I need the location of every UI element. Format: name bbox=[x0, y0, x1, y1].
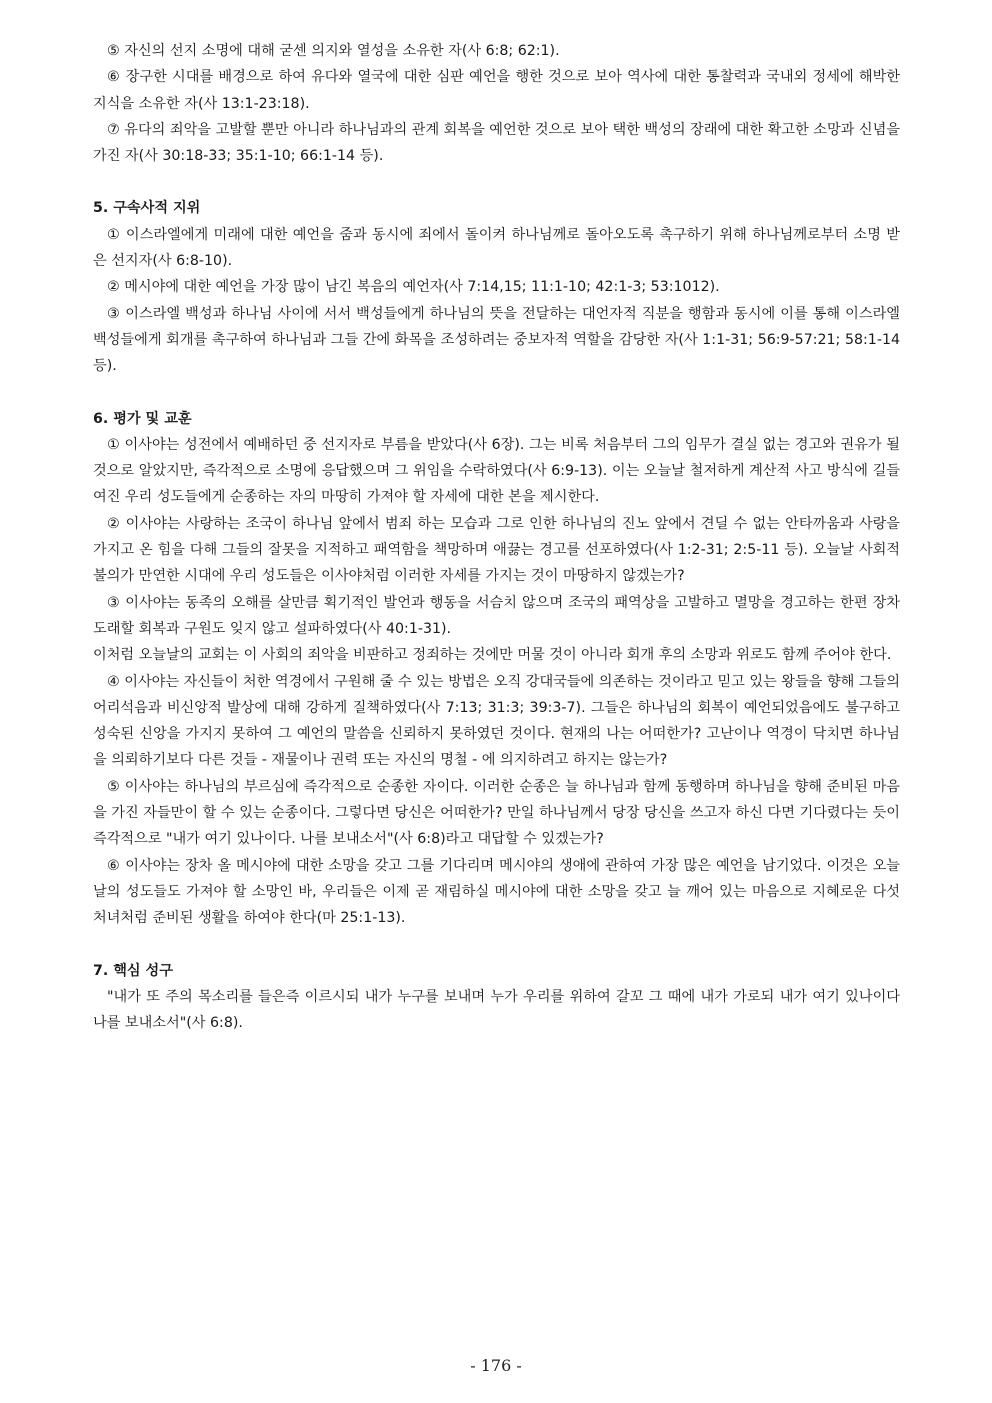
section-heading: 5. 구속사적 지위 bbox=[93, 200, 201, 217]
paragraph: ⑤ 이사야는 하나님의 부르심에 즉각적으로 순종한 자이다. 이러한 순종은 늘 하나님과 함께 동행하며 하나님을 향해 준비된 마음을 가진 자들만이 할 수 있는 순종이다. 그렇다면 당신은 어떠한가? 만일 하나님께서 당장 당신을 쓰고자 하신 다면 기다렸다는 듯이 즉각적으로 "내가 여기 있나이다. 나를 보내소서"(사 6:8)라고 대답할 수 있겠는가? bbox=[93, 778, 900, 848]
paragraph: ③ 이스라엘 백성과 하나님 사이에 서서 백성들에게 하나님의 뜻을 전달하는 대언자적 직분을 행함과 동시에 이를 통해 이스라엘 백성들에게 회개를 촉구하여 하나님과 그들 간에 화목을 조성하려는 중보자적 역할을 감당한 자(사 1:1-31; 56:9-57:21; 58:1-14 등). bbox=[93, 305, 900, 375]
paragraph: ② 이사야는 사랑하는 조국이 하나님 앞에서 범죄 하는 모습과 그로 인한 하나님의 진노 앞에서 견딜 수 없는 안타까움과 사랑을 가지고 온 힘을 다해 그들의 잘못을 지적하고 패역함을 책망하며 애끓는 경고를 선포하였다(사 1:2-31; 2:5-11 등). 오늘날 사회적 불의가 만연한 시대에 우리 성도들은 이사야처럼 이러한 자세를 가지는 것이 마땅하지 않겠는가? bbox=[93, 515, 900, 585]
section-6 bbox=[93, 406, 900, 932]
section-heading: 7. 핵심 성구 bbox=[93, 962, 173, 979]
key-verse: "내가 또 주의 목소리를 들은즉 이르시되 내가 누구를 보내며 누가 우리를 위하여 갈꼬 그 때에 내가 가로되 내가 여기 있나이다 나를 보내소서"(사 6:8). bbox=[93, 988, 900, 1032]
paragraph: ⑥ 장구한 시대를 배경으로 하여 유다와 열국에 대한 심판 예언을 행한 것으로 보아 역사에 대한 통찰력과 국내외 정세에 해박한 지식을 소유한 자(사 13:1-23:18). bbox=[93, 69, 900, 112]
paragraph: ③ 이사야는 동족의 오해를 살만큼 획기적인 발언과 행동을 서슴치 않으며 조국의 패역상을 고발하고 멸망을 경고하는 한편 장차 도래할 회복과 구원도 잊지 않고 설파하였다(사 40:1-31). bbox=[93, 594, 900, 637]
section-5 bbox=[93, 195, 900, 379]
paragraph: ⑤ 자신의 선지 소명에 대해 굳센 의지와 열성을 소유한 자(사 6:8; 62:1). bbox=[107, 43, 560, 59]
paragraph: ⑦ 유다의 죄악을 고발할 뿐만 아니라 하나님과의 관계 회복을 예언한 것으로 보아 택한 백성의 장래에 대한 확고한 소망과 신념을 가진 자(사 30:18-33; 35:1-10; 66:1-14 등). bbox=[93, 121, 900, 165]
page-number: - 176 - bbox=[470, 1356, 522, 1375]
paragraph: ① 이스라엘에게 미래에 대한 예언을 줌과 동시에 죄에서 돌이켜 하나님께로 돌아오도록 촉구하기 위해 하나님께로부터 소명 받은 선지자(사 6:8-10). bbox=[93, 226, 900, 270]
intro-block bbox=[93, 38, 900, 169]
section-7 bbox=[93, 958, 900, 1037]
paragraph: ① 이사야는 성전에서 예배하던 중 선지자로 부름을 받았다(사 6장). 그는 비록 처음부터 그의 임무가 결실 없는 경고와 권유가 될 것으로 알았지만, 즉각적으로 소명에 응답했으며 그 위임을 수락하였다(사 6:9-13). 이는 오늘날 철저하게 계산적 사고 방식에 길들여진 우리 성도들에게 순종하는 자의 마땅히 가져야 할 자세에 대한 본을 제시한다. bbox=[93, 436, 901, 506]
section-heading: 6. 평가 및 교훈 bbox=[93, 410, 192, 427]
paragraph: ② 메시야에 대한 예언을 가장 많이 남긴 복음의 예언자(사 7:14,15; 11:1-10; 42:1-3; 53:1012). bbox=[107, 279, 720, 296]
paragraph: ④ 이사야는 자신들이 처한 역경에서 구원해 줄 수 있는 방법은 오직 강대국들에 의존하는 것이라고 믿고 있는 왕들을 향해 그들의 어리석음과 비신앙적 발상에 대해 강하게 질책하였다(사 7:13; 31:3; 39:3-7). 그들은 하나님의 회복이 예언되었음에도 불구하고 성숙된 신앙을 가지지 못하여 그 예언의 말씀을 신뢰하지 못하였던 것이다. 현재의 나는 어떠한가? 고난이나 역경이 닥치면 하나님을 의뢰하기보다 다른 것들 - 재물이나 권력 또는 자신의 명철 - 에 의지하려고 하지는 않는가? bbox=[93, 673, 900, 769]
document-body bbox=[93, 38, 900, 1036]
paragraph: 이처럼 오늘날의 교회는 이 사회의 죄악을 비판하고 정죄하는 것에만 머물 것이 아니라 회개 후의 소망과 위로도 함께 주어야 한다. bbox=[93, 647, 892, 664]
paragraph: ⑥ 이사야는 장차 올 메시야에 대한 소망을 갖고 그를 기다리며 메시야의 생애에 관하여 가장 많은 예언을 남기었다. 이것은 오늘날의 성도들도 가져야 할 소망인 바, 우리들은 이제 곧 재림하실 메시야에 대한 소망을 갖고 늘 깨어 있는 마음으로 지혜로운 다섯 처녀처럼 준비된 생활을 하여야 한다(마 25:1-13). bbox=[93, 857, 900, 927]
